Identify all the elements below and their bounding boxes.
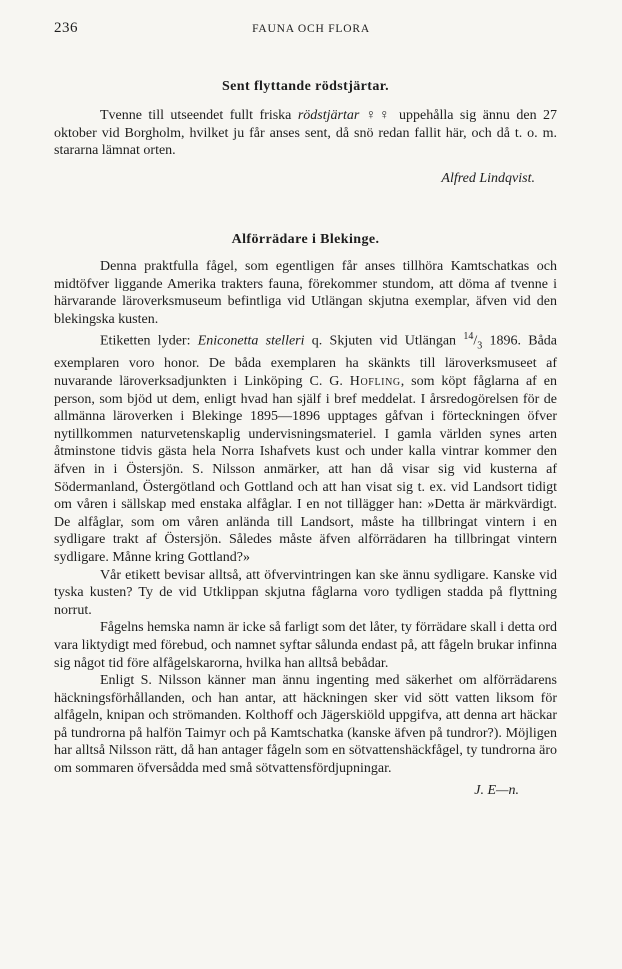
article-paragraph: Etiketten lyder: Eniconetta stelleri q. Skjuten vid Utlängan $^{14}/_3$ 1896. Båda exemplaren voro honor. De båda exemplaren ha skänkts till läroverksmuseet af nuvarande läroverksadjunkten i Linköping C. G. Hofling, som köpt fåglarna af en person, som bjöd ut dem, enligt hvad han själf i bref meddelat. I årsredogörelsen för de allmänna läroverken i Blekinge 1895—1896 upptages gåfvan i förteckningen öfver nytillkommen naturvetenskaplig undervisningsmateriel. I gamla världen synes arten åtminstone tidvis gästa hela Norra Ishafvets kust och under kalla vintrar kommer den äfven in i Östersjön. S. Nilsson anmärker, att han då visar sig vid kusterna af Södermanland, Östergötland och Gottland och att han visat sig t. ex. vid Landsort tidigt om våren i sällskap med enstaka alfåglar. I en not tillägger han: »Detta är märkvärdigt. De alfåglar, som om våren anlända till Landsort, måste ha tillbringat vintern i en sydligare trakt af Östersjön. Således måste äfven alförrädaren ha tillbringat vintern sydligare. Månne kring Gottland?» [54, 331, 557, 565]
article-alforradare [54, 232, 557, 799]
article-paragraph: Vår etikett bevisar alltså, att öfvervintringen kan ske ännu sydligare. Kanske vid tyska kusten? Ty de vid Utklippan skjutna fåglarna voro tydligen stadda på flyttning norrut. [54, 567, 557, 618]
article-paragraph: Fågelns hemska namn är icke så farligt som det låter, ty förrädare skall i detta ord vara liktydigt med förebud, och namnet syftar sålunda endast på, att fågeln brukar infinna sig något tid före alfågelskarorna, hvilka han alltså bebådar. [54, 620, 557, 671]
author-signature: Alfred Lindqvist. [441, 170, 535, 186]
journal-title: FAUNA OCH FLORA [252, 23, 370, 35]
article-paragraph: Denna praktfulla fågel, som egentligen får anses tillhöra Kamtschatkas och midtöfver liggande Amerika trakters fauna, förekommer stundom, att döma af tvenne i härvarande läroverksmuseum befintliga vid Utlängan skjutna exemplar, äfven vid den blekingska kusten. [54, 259, 557, 327]
article-rodstjartar [54, 79, 557, 187]
article-paragraph: Enligt S. Nilsson känner man ännu ingenting med säkerhet om alförrädarens häckningsförhållanden, och han antar, att häckningen sker vid sött vatten liksom för alfågeln, knipan och strömanden. Kolthoff och Jägerskiöld uppgifva, att denna art häckar på tundrorna på halfön Taimyr och på Kamtschatka (kanske äfven på tundror?). Möjligen har alltså Nilsson rätt, då han antager fågeln som en sötvattenshäckfågel, ty tundrorna äro om sommaren öfversådda med små sötvattensfördjupningar. [54, 673, 557, 777]
author-signature: J. E—n. [474, 782, 519, 798]
article-title: Sent flyttande rödstjärtar. [222, 79, 389, 94]
article-title: Alförrädare i Blekinge. [231, 232, 380, 247]
article-paragraph: Tvenne till utseendet fullt friska rödstjärtar ♀♀ uppehålla sig ännu den 27 oktober vid Borgholm, hvilket ju får anses sent, då snö redan fallit här, och då t. o. m. stararna lämnat orten. [54, 108, 558, 159]
running-head [54, 20, 568, 40]
page-number: 236 [54, 20, 78, 36]
